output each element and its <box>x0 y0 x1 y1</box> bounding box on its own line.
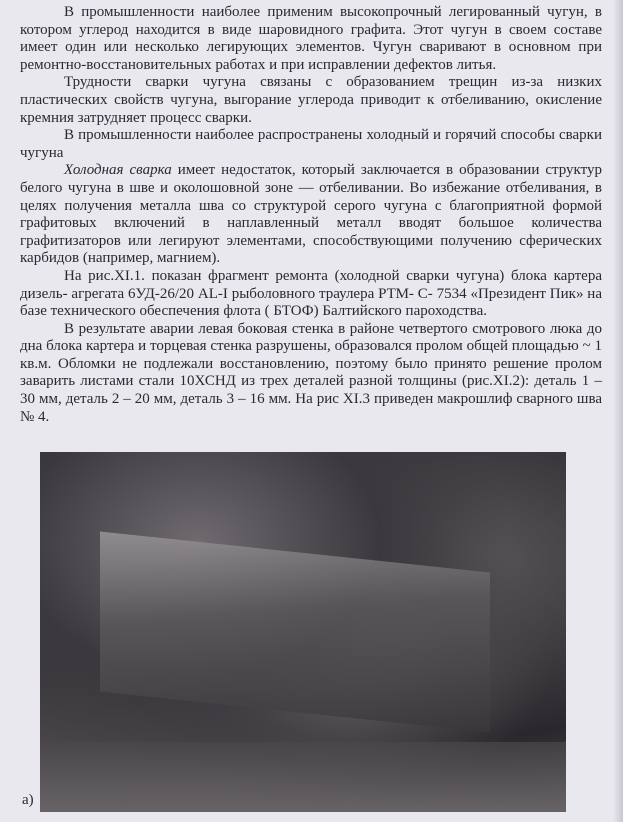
figure-caption: а) <box>22 792 34 808</box>
paragraph: В промышленности наиболее распространены холодный и горячий способы сварки чугуна <box>20 127 602 161</box>
paragraph: Трудности сварки чугуна связаны с образованием трещин из-за низких пластических свойств чугуна, выгорание углерода приводит к отбеливанию, окисление кремния затрудняет процесс сварки. <box>20 74 602 126</box>
paragraph-cold-welding <box>20 162 602 268</box>
paragraph: В промышленности наиболее применим высокопрочный легированный чугун, в котором углерод находится в виде шаровидного графита. Этот чугун в своем составе имеет один или несколько легирующих элементов. Чугун сваривают в основном при ремонтно-восстановительных работах и при исправлении дефектов литья. <box>20 4 602 73</box>
figure-photo <box>40 452 566 812</box>
term-cold-welding: Холодная сварка <box>64 162 172 179</box>
document-body <box>20 4 602 426</box>
paragraph: На рис.XI.1. показан фрагмент ремонта (холодной сварки чугуна) блока картера дизель- агрегата 6УД-26/20 AL-I рыболовного траулера РТМ- С- 7534 «Президент Пик» на базе технического обеспечения флота ( БТОФ) Балтийского пароходства. <box>20 267 602 320</box>
cold-welding-text: имеет недостаток, который заключается в образовании структур белого чугуна в шве и околошовной зоне — отбеливании. Во избежание отбеливания, в целях получения металла шва со структурой серого чугуна с благоприятной формой графитовых включений в наплавленный металл вводят большое количества графитизаторов или легируют элементами, способствующими получению сферических карбидов (например, магнием). <box>20 162 602 267</box>
crankcase-block-image <box>100 532 490 733</box>
paragraph: В результате аварии левая боковая стенка в районе четвертого смотрового люка до дна блока картера и торцевая стенка разрушены, образовался пролом общей площадью ~ 1 кв.м. Обломки не подлежали восстановлению, поэтому было принято решение пролом заварить листами стали 10ХСНД из трех деталей разной толщины (рис.XI.2): деталь 1 – 30 мм, деталь 2 – 20 мм, деталь 3 – 16 мм. На рис XI.3 приведен макрошлиф сварного шва № 4. <box>20 320 602 425</box>
scan-edge <box>613 0 623 822</box>
floor-image <box>40 742 566 812</box>
